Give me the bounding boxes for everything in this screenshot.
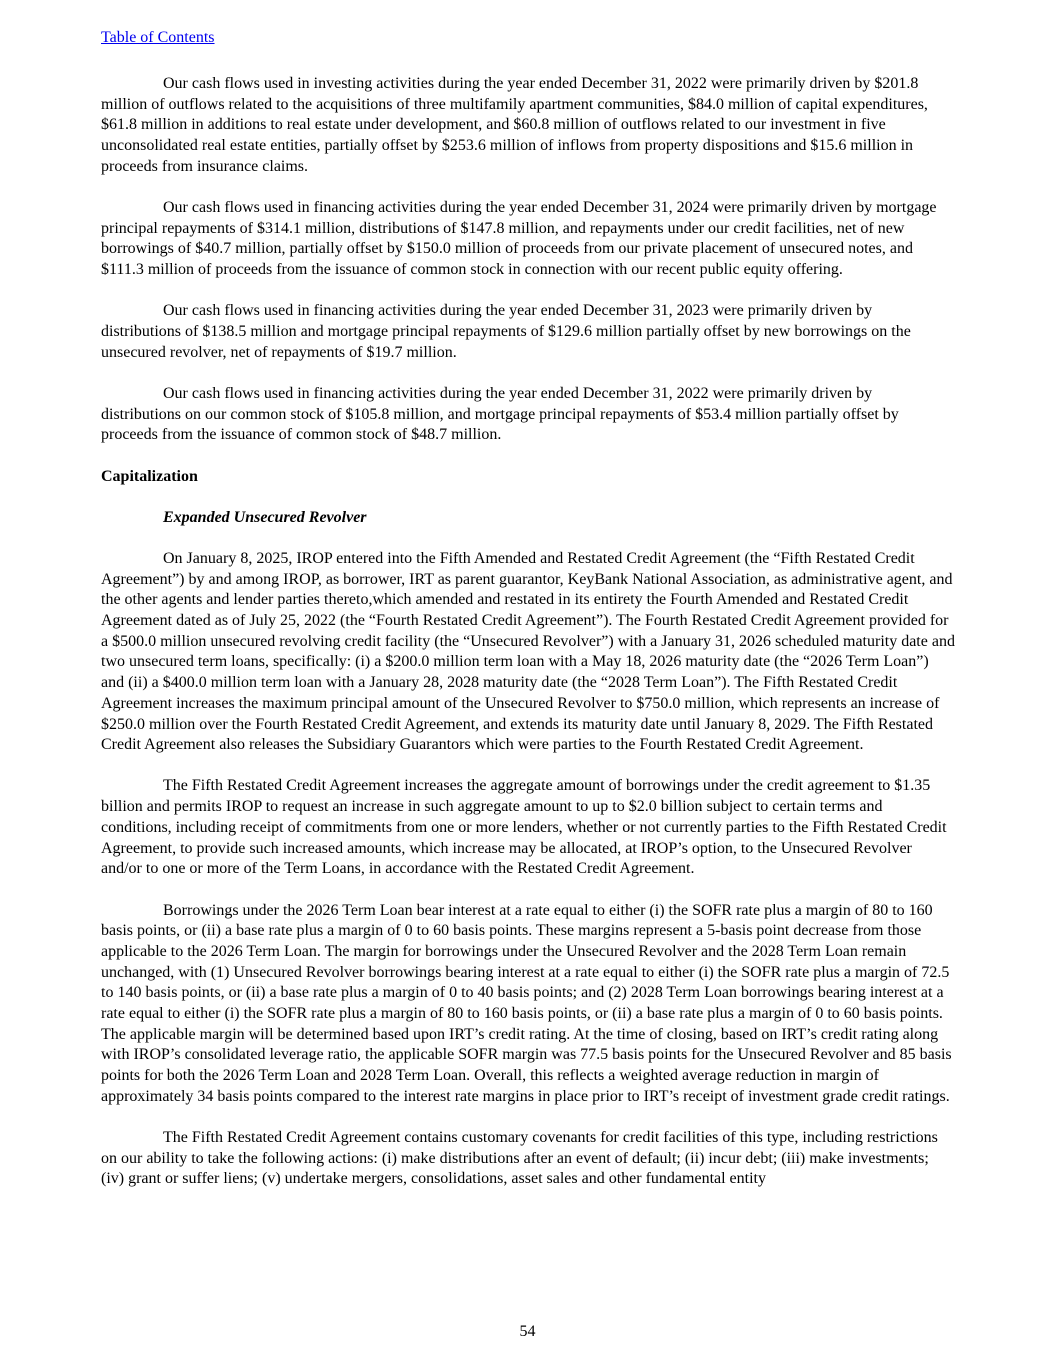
paragraph-financing-2022: Our cash flows used in financing activities during the year ended December 31, 2022 were primarily driven by distributions on our common stock of $105.8 million, and mortgage principal repayments of $53.4 million partially offset by proceeds from the issuance of common stock of $48.7 million. (101, 384, 899, 444)
paragraph-aggregate-borrowings: The Fifth Restated Credit Agreement increases the aggregate amount of borrowings under the credit agreement to $1.35 billion and permits IROP to request an increase in such aggregate amount to up to $2.0 billion subject to certain terms and conditions, including receipt of commitments from one or more lenders, whether or not currently parties to the Fifth Restated Credit Agreement, to provide such increased amounts, which increase may be allocated, at IROP’s option, to the Unsecured Revolver and/or to one or more of the Term Loans, in accordance with the Restated Credit Agreement. (101, 777, 947, 878)
table-of-contents-link[interactable]: Table of Contents (101, 29, 215, 46)
paragraph-interest-margins: Borrowings under the 2026 Term Loan bear interest at a rate equal to either (i) the SOFR rate plus a margin of 80 to 160 basis points, or (ii) a base rate plus a margin of 0 to 60 basis points. These margins represent a 5-basis point decrease from those applicable to the 2026 Term Loan. The margin for borrowings under the Unsecured Revolver and the 2028 Term Loan remain unchanged, with (1) Unsecured Revolver borrowings bearing interest at a rate equal to either (i) the SOFR rate plus a margin of 72.5 to 140 basis points, or (ii) a base rate plus a margin of 0 to 40 basis points; and (2) 2028 Term Loan borrowings bearing interest at a rate equal to either (i) the SOFR rate plus a margin of 80 to 160 basis points, or (ii) a base rate plus a margin of 0 to 60 basis points. The applicable margin will be determined based upon IRT’s credit rating. At the time of closing, based on IRT’s credit rating along with IROP’s consolidated leverage ratio, the applicable SOFR margin was 77.5 basis points for the Unsecured Revolver and 85 basis points for both the 2026 Term Loan and 2028 Term Loan. Overall, this reflects a weighted average reduction in margin of approximately 34 basis points compared to the interest rate margins in place prior to IRT’s receipt of investment grade credit ratings. (101, 901, 952, 1105)
expanded-unsecured-revolver-heading: Expanded Unsecured Revolver (163, 508, 367, 526)
paragraph-revolver-intro: On January 8, 2025, IROP entered into the Fifth Amended and Restated Credit Agreement (the “Fifth Restated Credit Agreement”) by and among IROP, as borrower, IRT as parent guarantor, KeyBank National Association, as administrative agent, and the other agents and lender parties thereto,which amended and restated in its entirety the Fourth Amended and Restated Credit Agreement dated as of July 25, 2022 (the “Fourth Restated Credit Agreement”). The Fourth Restated Credit Agreement provided for a $500.0 million unsecured revolving credit facility (the “Unsecured Revolver”) with a January 31, 2026 scheduled maturity date and two unsecured term loans, specifically: (i) a $200.0 million term loan with a May 18, 2026 maturity date (the “2026 Term Loan”) and (ii) a $400.0 million term loan with a January 28, 2028 maturity date (the “2028 Term Loan”). The Fifth Restated Credit Agreement increases the maximum principal amount of the Unsecured Revolver to $750.0 million, which represents an increase of $250.0 million over the Fourth Restated Credit Agreement, and extends its maturity date until January 8, 2029. The Fifth Restated Credit Agreement also releases the Subsidiary Guarantors which were parties to the Fourth Restated Credit Agreement. (101, 549, 955, 754)
capitalization-heading: Capitalization (101, 467, 198, 485)
paragraph-covenants: The Fifth Restated Credit Agreement contains customary covenants for credit facilities of this type, including restrictions on our ability to take the following actions: (i) make distributions after an event of default; (ii) incur debt; (iii) make investments; (iv) grant or suffer liens; (v) undertake mergers, consolidations, asset sales and other fundamental entity (101, 1129, 938, 1188)
paragraph-financing-2023: Our cash flows used in financing activities during the year ended December 31, 2023 were primarily driven by distributions of $138.5 million and mortgage principal repayments of $129.6 million partially offset by new borrowings on the unsecured revolver, net of repayments of $19.7 million. (101, 302, 911, 361)
paragraph-financing-2024: Our cash flows used in financing activities during the year ended December 31, 2024 were primarily driven by mortgage principal repayments of $314.1 million, distributions of $147.8 million, and repayments under our credit facilities, net of new borrowings of $40.7 million, partially offset by $150.0 million of proceeds from our private placement of unsecured notes, and $111.3 million of proceeds from the issuance of common stock in connection with our recent public equity offering. (101, 199, 937, 279)
document-body (101, 74, 955, 1211)
paragraph-investing-2022: Our cash flows used in investing activities during the year ended December 31, 2022 were primarily driven by $201.8 million of outflows related to the acquisitions of three multifamily apartment communities, $84.0 million of capital expenditures, $61.8 million in additions to real estate under development, and $60.8 million of outflows related to our investment in five unconsolidated real estate entities, partially offset by $253.6 million of inflows from property dispositions and $15.6 million in proceeds from insurance claims. (101, 75, 928, 175)
page-number: 54 (519, 1323, 536, 1340)
